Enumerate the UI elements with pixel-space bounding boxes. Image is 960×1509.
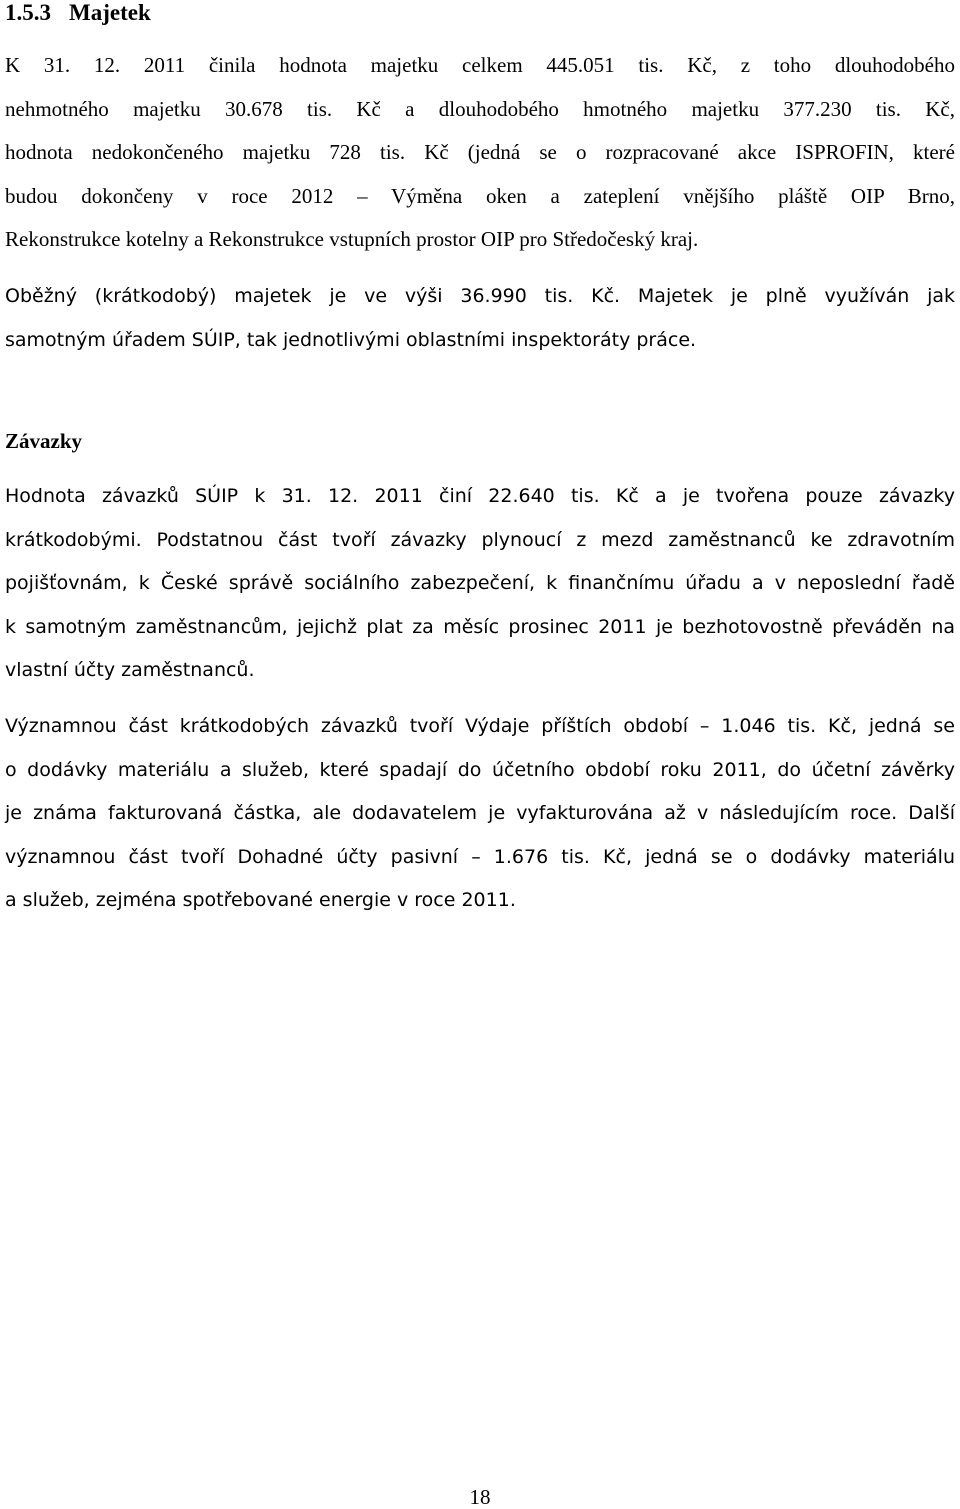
paragraph-line: a služeb, zejména spotřebované energie v roce 2011. [5,889,516,912]
paragraph-line: vlastní účty zaměstnanců. [5,659,255,682]
paragraph-line: Hodnota závazků SÚIP k 31. 12. 2011 činí 22.640 tis. Kč a je tvořena pouze závazky [5,485,955,507]
paragraph-line: o dodávky materiálu a služeb, které spadají do účetního období roku 2011, do účetní závěrky [5,758,955,781]
section-heading [5,0,151,26]
subsection-heading: Závazky [5,429,83,453]
section-number: 1.5.3 [5,0,51,25]
paragraph-line: je známa fakturovaná částka, ale dodavatelem je vyfakturována až v následujícím roce. Další [5,802,955,825]
paragraph-line: krátkodobými. Podstatnou část tvoří závazky plynoucí z mezd zaměstnanců ke zdravotním [5,528,955,551]
paragraph-line: k samotným zaměstnancům, jejichž plat za měsíc prosinec 2011 je bezhotovostně převáděn na [5,615,955,638]
paragraph-line: samotným úřadem SÚIP, tak jednotlivými oblastními inspektoráty práce. [5,328,697,351]
paragraph-line: nehmotného majetku 30.678 tis. Kč a dlouhodobého hmotného majetku 377.230 tis. Kč, [5,96,955,121]
paragraph-accrued-expenses [5,705,955,923]
section-title: Majetek [69,0,151,25]
paragraph-liabilities-total [5,475,955,693]
paragraph-line: Oběžný (krátkodobý) majetek je ve výši 36.990 tis. Kč. Majetek je plně využíván jak [5,285,955,307]
paragraph-assets-total [5,44,955,262]
paragraph-line: budou dokončeny v roce 2012 – Výměna oken a zateplení vnějšího pláště OIP Brno, [5,183,955,208]
paragraph-line: pojišťovnám, k České správě sociálního zabezpečení, k finančnímu úřadu a v neposlední řadě [5,572,955,595]
paragraph-line: hodnota nedokončeného majetku 728 tis. Kč (jedná se o rozpracované akce ISPROFIN, které [5,140,955,165]
paragraph-line: Významnou část krátkodobých závazků tvoří Výdaje příštích období – 1.046 tis. Kč, jedná se [5,715,955,737]
paragraph-line: K 31. 12. 2011 činila hodnota majetku celkem 445.051 tis. Kč, z toho dlouhodobého [5,53,955,77]
paragraph-current-assets [5,275,955,362]
page-number: 18 [469,1485,491,1509]
paragraph-line: Rekonstrukce kotelny a Rekonstrukce vstupních prostor OIP pro Středočeský kraj. [5,227,699,252]
paragraph-line: významnou část tvoří Dohadné účty pasivní – 1.676 tis. Kč, jedná se o dodávky materiálu [5,845,955,868]
